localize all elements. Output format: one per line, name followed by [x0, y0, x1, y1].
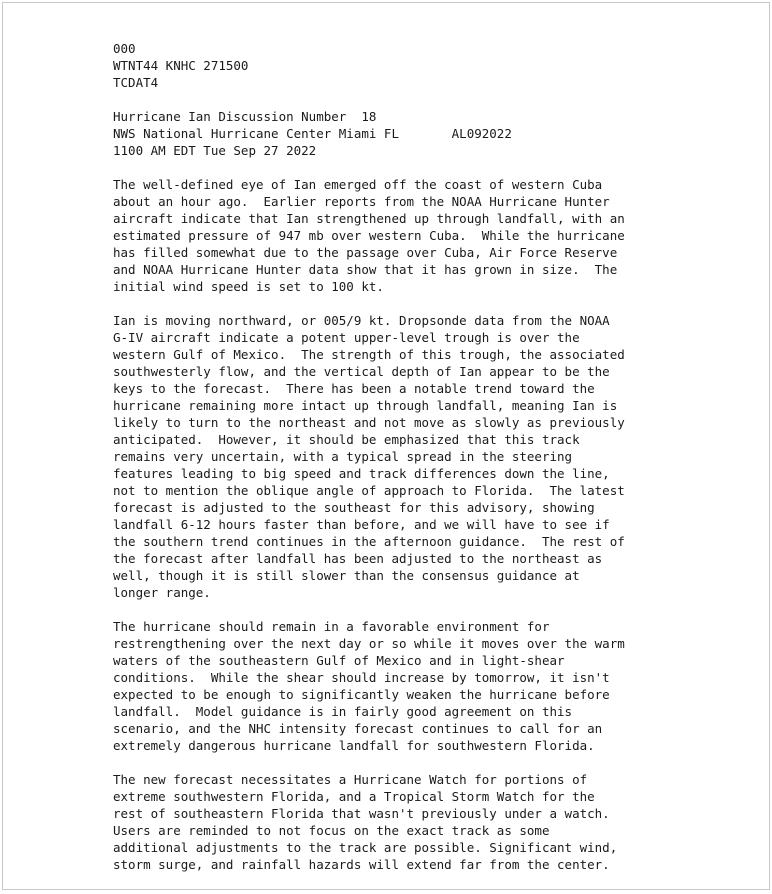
text-line: forecast is adjusted to the southeast for this advisory, showing: [113, 500, 595, 515]
text-line: western Gulf of Mexico. The strength of this trough, the associated: [113, 347, 625, 362]
text-line: Users are reminded to not focus on the exact track as some: [113, 823, 550, 838]
text-line: Hurricane Ian Discussion Number 18: [113, 109, 377, 124]
text-line: restrengthening over the next day or so while it moves over the warm: [113, 636, 625, 651]
text-line: and NOAA Hurricane Hunter data show that it has grown in size. The: [113, 262, 618, 277]
text-line: scenario, and the NHC intensity forecast continues to call for an: [113, 721, 603, 736]
text-line: aircraft indicate that Ian strengthened up through landfall, with an: [113, 211, 625, 226]
text-line: the southern trend continues in the afternoon guidance. The rest of: [113, 534, 625, 549]
text-line: extremely dangerous hurricane landfall for southwestern Florida.: [113, 738, 595, 753]
text-line: hurricane remaining more intact up through landfall, meaning Ian is: [113, 398, 618, 413]
text-line: [113, 159, 625, 176]
text-line: not to mention the oblique angle of approach to Florida. The latest: [113, 483, 625, 498]
text-line: 000: [113, 41, 136, 56]
text-line: The new forecast necessitates a Hurricane Watch for portions of: [113, 772, 588, 787]
text-line: storm surge, and rainfall hazards will extend far from the center.: [113, 857, 610, 872]
text-line: G-IV aircraft indicate a potent upper-level trough is over the: [113, 330, 580, 345]
text-line: landfall 6-12 hours faster than before, and we will have to see if: [113, 517, 610, 532]
text-line: southwesterly flow, and the vertical depth of Ian appear to be the: [113, 364, 610, 379]
text-line: [113, 91, 625, 108]
text-line: longer range.: [113, 585, 211, 600]
text-line: 1100 AM EDT Tue Sep 27 2022: [113, 143, 317, 158]
text-line: features leading to big speed and track differences down the line,: [113, 466, 610, 481]
text-line: extreme southwestern Florida, and a Tropical Storm Watch for the: [113, 789, 595, 804]
discussion-text: [113, 40, 625, 873]
text-line: rest of southeastern Florida that wasn't previously under a watch.: [113, 806, 610, 821]
text-line: waters of the southeastern Gulf of Mexico and in light-shear: [113, 653, 565, 668]
text-line: The well-defined eye of Ian emerged off the coast of western Cuba: [113, 177, 603, 192]
text-line: the forecast after landfall has been adjusted to the northeast as: [113, 551, 603, 566]
text-line: about an hour ago. Earlier reports from the NOAA Hurricane Hunter: [113, 194, 610, 209]
text-line: estimated pressure of 947 mb over western Cuba. While the hurricane: [113, 228, 625, 243]
text-line: keys to the forecast. There has been a notable trend toward the: [113, 381, 595, 396]
text-line: initial wind speed is set to 100 kt.: [113, 279, 384, 294]
text-line: well, though it is still slower than the consensus guidance at: [113, 568, 580, 583]
text-line: [113, 295, 625, 312]
text-line: additional adjustments to the track are possible. Significant wind,: [113, 840, 618, 855]
text-line: landfall. Model guidance is in fairly good agreement on this: [113, 704, 573, 719]
text-line: Ian is moving northward, or 005/9 kt. Dropsonde data from the NOAA: [113, 313, 610, 328]
text-line: WTNT44 KNHC 271500: [113, 58, 249, 73]
text-line: likely to turn to the northeast and not move as slowly as previously: [113, 415, 625, 430]
text-line: TCDAT4: [113, 75, 159, 90]
text-line: remains very uncertain, with a typical spread in the steering: [113, 449, 573, 464]
text-line: has filled somewhat due to the passage over Cuba, Air Force Reserve: [113, 245, 618, 260]
text-line: NWS National Hurricane Center Miami FL AL092022: [113, 126, 512, 141]
text-line: conditions. While the shear should increase by tomorrow, it isn't: [113, 670, 610, 685]
text-line: The hurricane should remain in a favorable environment for: [113, 619, 550, 634]
text-line: [113, 754, 625, 771]
text-line: anticipated. However, it should be emphasized that this track: [113, 432, 580, 447]
document-page: [2, 2, 770, 890]
text-line: expected to be enough to significantly weaken the hurricane before: [113, 687, 610, 702]
text-line: [113, 601, 625, 618]
